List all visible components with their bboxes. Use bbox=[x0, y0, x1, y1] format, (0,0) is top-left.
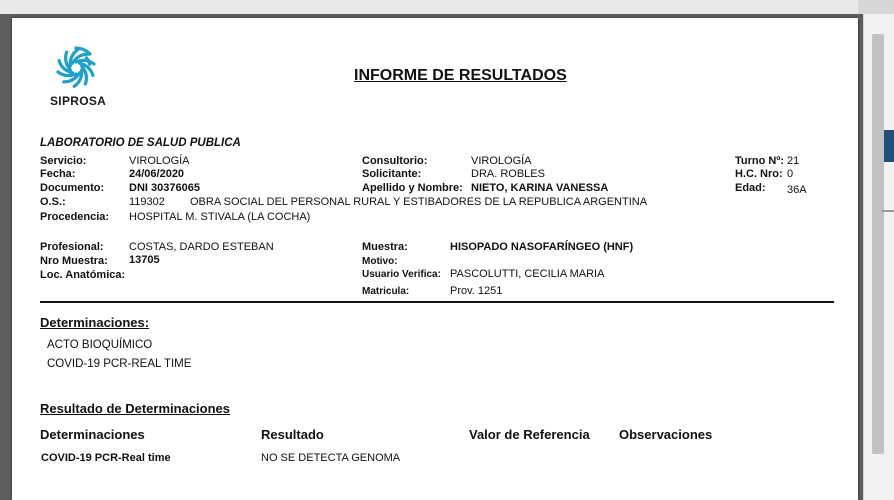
label-solicitante: Solicitante: bbox=[362, 168, 422, 180]
toolbar-corner bbox=[858, 0, 894, 14]
value-turno: 21 bbox=[787, 155, 800, 167]
side-tab[interactable] bbox=[884, 130, 894, 162]
label-motivo: Motivo: bbox=[362, 256, 398, 267]
label-procedencia: Procedencia: bbox=[40, 211, 110, 223]
scrollbar-thumb[interactable] bbox=[872, 34, 884, 454]
value-os-name: OBRA SOCIAL DEL PERSONAL RURAL Y ESTIBADORES DE LA REPUBLICA ARGENTINA bbox=[190, 196, 648, 208]
value-usuario-verifica: PASCOLUTTI, CECILIA MARIA bbox=[450, 268, 605, 280]
value-muestra: HISOPADO NASOFARÍNGEO (HNF) bbox=[450, 241, 634, 253]
value-solicitante: DRA. ROBLES bbox=[471, 168, 545, 180]
lab-name: LABORATORIO DE SALUD PUBLICA bbox=[40, 137, 241, 149]
determinaciones-title: Determinaciones: bbox=[40, 315, 150, 330]
value-profesional: COSTAS, DARDO ESTEBAN bbox=[129, 241, 274, 253]
value-os-code: 119302 bbox=[129, 196, 165, 208]
result-determinacion: COVID-19 PCR-Real time bbox=[41, 452, 171, 464]
label-hc: H.C. Nro: bbox=[735, 168, 783, 180]
value-consultorio: VIROLOGÍA bbox=[471, 155, 532, 167]
label-os: O.S.: bbox=[40, 196, 66, 208]
logo-icon bbox=[54, 46, 98, 90]
vertical-scrollbar[interactable] bbox=[863, 14, 894, 500]
section-divider bbox=[40, 301, 834, 303]
siprosa-logo bbox=[50, 46, 107, 108]
determinacion-item: ACTO BIOQUÍMICO bbox=[47, 339, 153, 351]
resultados-title: Resultado de Determinaciones bbox=[40, 401, 230, 416]
label-documento: Documento: bbox=[40, 182, 105, 194]
col-header-determinaciones: Determinaciones bbox=[40, 427, 145, 442]
label-turno: Turno Nº: bbox=[735, 155, 785, 167]
side-divider bbox=[882, 210, 894, 212]
col-header-observaciones: Observaciones bbox=[619, 427, 713, 442]
logo-text: SIPROSA bbox=[50, 94, 107, 108]
label-fecha: Fecha: bbox=[40, 168, 76, 180]
value-fecha: 24/06/2020 bbox=[129, 168, 185, 180]
col-header-valor-referencia: Valor de Referencia bbox=[469, 427, 590, 442]
label-matricula: Matricula: bbox=[362, 286, 410, 297]
label-loc-anatomica: Loc. Anatómica: bbox=[40, 269, 126, 281]
label-profesional: Profesional: bbox=[40, 241, 104, 253]
report-page bbox=[12, 18, 858, 500]
label-edad: Edad: bbox=[735, 182, 766, 194]
label-apellido: Apellido y Nombre: bbox=[362, 182, 463, 194]
label-usuario-verifica: Usuario Verifica: bbox=[362, 269, 441, 280]
value-nro-muestra: 13705 bbox=[129, 254, 160, 266]
result-value: NO SE DETECTA GENOMA bbox=[261, 452, 401, 464]
label-consultorio: Consultorio: bbox=[362, 155, 428, 167]
col-header-resultado: Resultado bbox=[261, 427, 324, 442]
determinacion-item: COVID-19 PCR-REAL TIME bbox=[47, 358, 192, 370]
value-servicio: VIROLOGÍA bbox=[129, 155, 190, 167]
value-hc: 0 bbox=[787, 168, 794, 180]
value-procedencia: HOSPITAL M. STIVALA (LA COCHA) bbox=[129, 211, 311, 223]
value-apellido: NIETO, KARINA VANESSA bbox=[471, 182, 609, 194]
label-muestra: Muestra: bbox=[362, 241, 408, 253]
viewer-toolbar bbox=[0, 0, 894, 15]
report-title: INFORME DE RESULTADOS bbox=[354, 67, 567, 84]
value-documento: DNI 30376065 bbox=[129, 182, 200, 194]
value-edad: 36A bbox=[787, 184, 807, 196]
label-nro-muestra: Nro Muestra: bbox=[40, 255, 108, 267]
label-servicio: Servicio: bbox=[40, 155, 87, 167]
value-matricula: Prov. 1251 bbox=[450, 285, 503, 297]
